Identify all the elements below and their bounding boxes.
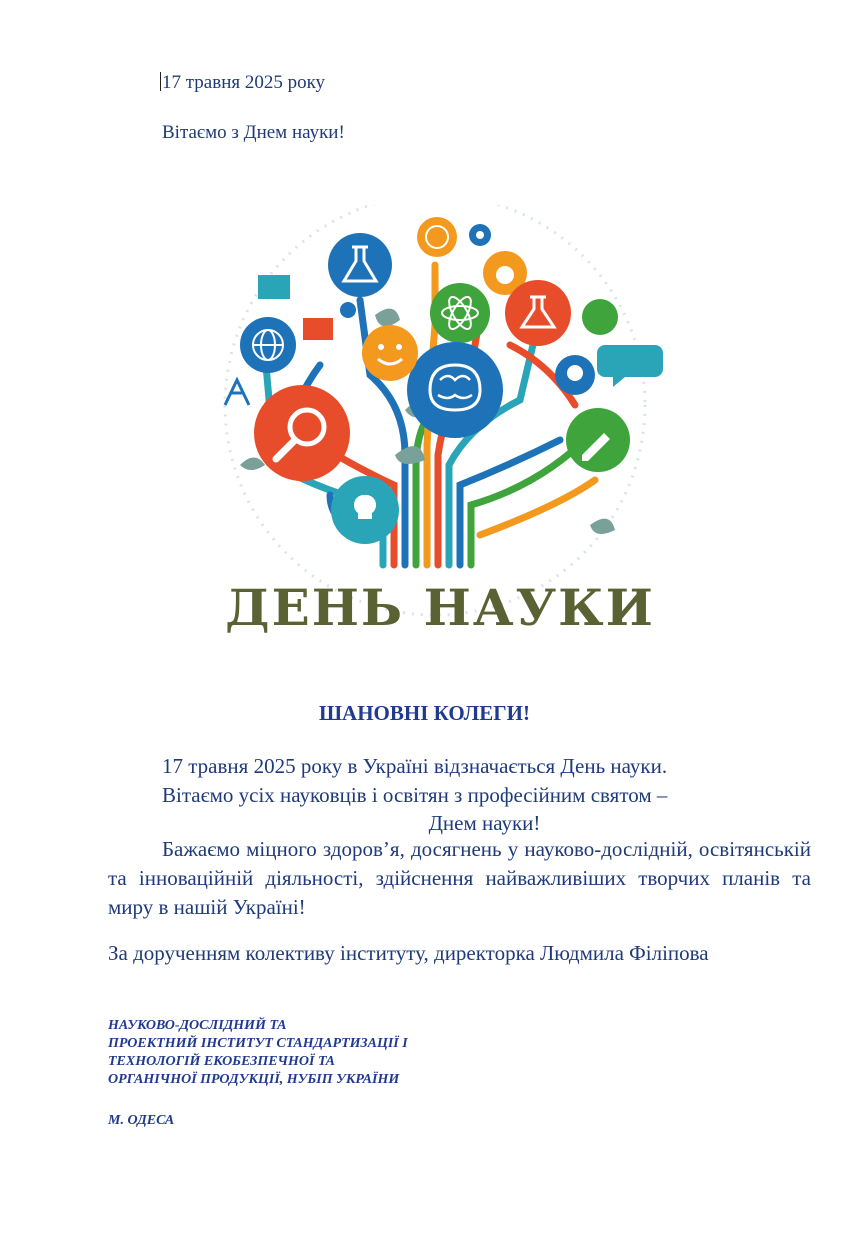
letter-heading: ШАНОВНІ КОЛЕГИ! xyxy=(319,701,530,725)
chat-bubble-icon xyxy=(597,345,663,387)
greeting: Вітаємо з Днем науки! xyxy=(162,122,345,143)
globe-icon xyxy=(417,217,457,257)
letter-date xyxy=(160,72,325,94)
book-icon xyxy=(303,318,333,340)
atom-icon xyxy=(430,283,490,343)
text-cursor xyxy=(160,72,161,91)
compass-icon xyxy=(225,380,249,405)
flask-icon-red xyxy=(505,280,571,346)
body-line-2: Вітаємо усіх науковців і освітян з професійним святом – xyxy=(162,783,668,807)
date-text: 17 травня 2025 року xyxy=(162,72,326,93)
organization-block xyxy=(108,1017,408,1089)
org-line-1: НАУКОВО-ДОСЛІДНИЙ ТА xyxy=(108,1018,287,1033)
org-line-2: ПРОЕКТНИЙ ІНСТИТУТ СТАНДАРТИЗАЦІЇ І xyxy=(108,1036,408,1051)
magnifier-icon xyxy=(254,385,350,481)
brain-icon xyxy=(407,342,503,438)
signature: За дорученням колективу інституту, директорка Людмила Філіпова xyxy=(108,941,709,965)
city: М. ОДЕСА xyxy=(108,1113,175,1128)
org-line-3: ТЕХНОЛОГІЙ ЕКОБЕЗПЕЧНОЇ ТА xyxy=(108,1054,335,1069)
hand-pointer-icon xyxy=(582,299,618,335)
gear-small-icon xyxy=(340,302,356,318)
smile-icon xyxy=(362,325,418,381)
body-paragraph: Бажаємо міцного здоров’я, досягнень у науково-дослідній, освітянській та інноваційній діяльності, здійснення найважливіших творчих планів та миру в нашій Україні! xyxy=(108,837,811,919)
map-icon xyxy=(258,275,290,299)
flask-icon xyxy=(328,233,392,297)
banner-text: ДЕНЬ НАУКИ xyxy=(225,578,655,637)
org-line-4: ОРГАНІЧНОЇ ПРОДУКЦІЇ, НУБІП УКРАЇНИ xyxy=(108,1072,400,1087)
body-line-3: Днем науки! xyxy=(428,811,541,835)
science-day-illustration xyxy=(180,205,700,675)
body-line-1: 17 травня 2025 року в Україні відзначається День науки. xyxy=(162,754,668,778)
